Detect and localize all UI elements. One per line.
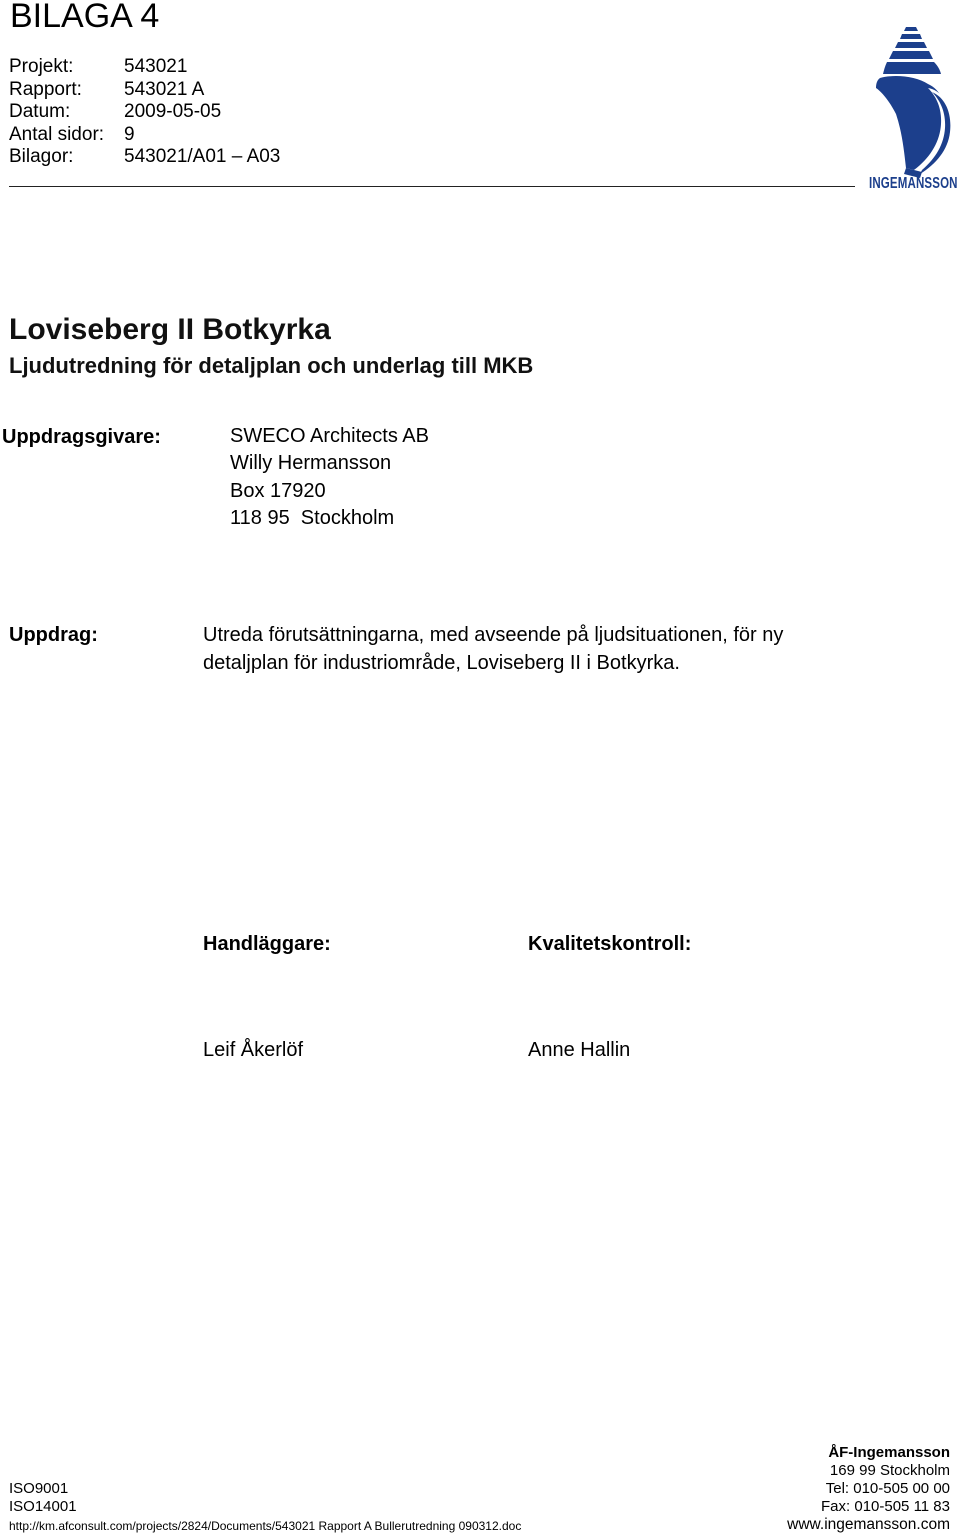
meta-label: Antal sidor: (9, 123, 105, 145)
quality-control-label: Kvalitetskontroll: (528, 933, 692, 955)
company-website: www.ingemansson.com (787, 1516, 950, 1533)
client-line: Willy Hermansson (230, 452, 392, 475)
document-title: Loviseberg II Botkyrka (9, 313, 331, 346)
appendix-heading: BILAGA 4 (10, 0, 160, 35)
meta-row-pages (9, 124, 280, 147)
report-metadata (9, 56, 280, 169)
company-address: 169 99 Stockholm (829, 1462, 950, 1479)
iso-certifications (9, 1480, 77, 1516)
client-label: Uppdragsgivare: (2, 426, 161, 448)
assignment-description (203, 622, 783, 677)
assignment-line: Utreda förutsättningarna, med avseende på ljudsituationen, för ny (203, 624, 784, 646)
client-line: Box 17920 (230, 479, 326, 502)
company-phone: Tel: 010-505 00 00 (825, 1480, 950, 1497)
client-line: 118 95 Stockholm (230, 506, 395, 529)
meta-label: Rapport: (9, 78, 82, 100)
company-name: ÅF-Ingemansson (828, 1444, 950, 1461)
meta-label: Datum: (9, 101, 71, 122)
meta-value: 2009-05-05 (124, 101, 222, 122)
handler-label: Handläggare: (203, 933, 331, 955)
document-subtitle: Ljudutredning för detaljplan och underlag till MKB (9, 353, 534, 378)
company-fax: Fax: 010-505 11 83 (821, 1498, 950, 1515)
company-logo-text: INGEMANSSON (869, 175, 958, 192)
quality-control-name: Anne Hallin (528, 1039, 631, 1061)
header-divider (9, 186, 855, 187)
meta-value: 9 (124, 123, 135, 145)
handler-name: Leif Åkerlöf (203, 1039, 304, 1061)
meta-row-date (9, 101, 280, 124)
company-contact (787, 1444, 950, 1534)
client-line: SWECO Architects AB (230, 425, 429, 447)
iso-item: ISO9001 (9, 1480, 69, 1497)
conch-shell-icon (866, 22, 958, 197)
assignment-label: Uppdrag: (9, 624, 98, 646)
meta-value: 543021/A01 – A03 (124, 146, 281, 167)
meta-row-attachments (9, 146, 280, 169)
meta-value: 543021 (124, 56, 188, 77)
meta-label: Bilagor: (9, 146, 74, 167)
meta-row-project (9, 56, 280, 79)
iso-item: ISO14001 (9, 1498, 77, 1515)
meta-row-report (9, 79, 280, 102)
assignment-line: detaljplan för industriområde, Loviseberg II i Botkyrka. (203, 651, 680, 674)
document-path: http://km.afconsult.com/projects/2824/Documents/543021 Rapport A Bullerutredning 090312.doc (9, 1519, 522, 1533)
client-address (230, 423, 429, 532)
meta-label: Projekt: (9, 56, 74, 77)
meta-value: 543021 A (124, 78, 205, 100)
